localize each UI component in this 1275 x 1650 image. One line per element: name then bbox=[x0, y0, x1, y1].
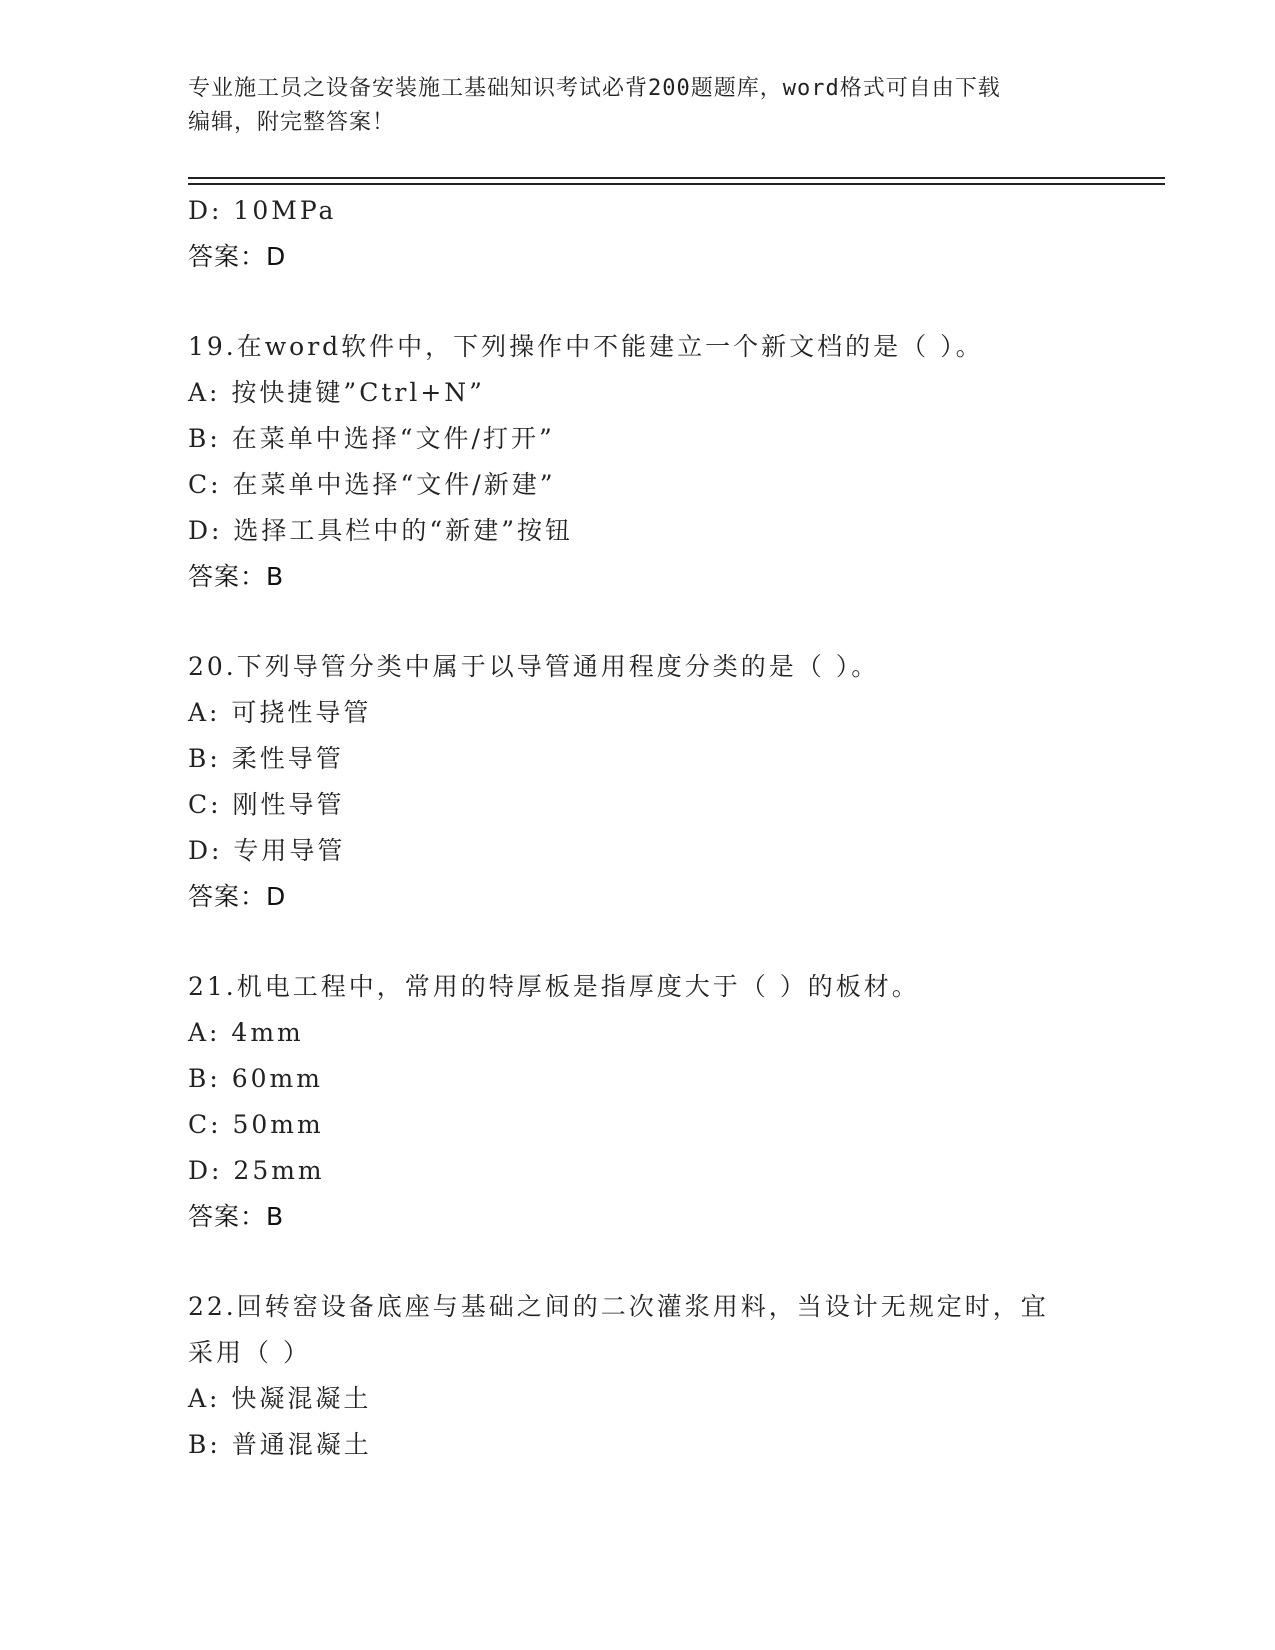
question-text-line-1: 22.回转窑设备底座与基础之间的二次灌浆用料，当设计无规定时，宜 bbox=[188, 1292, 1049, 1321]
document-header bbox=[188, 72, 1068, 140]
question-19 bbox=[188, 324, 1088, 600]
header-title-line-2: 编辑，附完整答案！ bbox=[188, 110, 396, 135]
header-rule-top bbox=[188, 177, 1165, 179]
answer-text: 答案：B bbox=[188, 1202, 285, 1231]
question-22 bbox=[188, 1284, 1088, 1468]
option-b: B: 在菜单中选择“文件/打开” bbox=[188, 424, 555, 453]
spacer bbox=[188, 1240, 1088, 1284]
header-title-line-1: 专业施工员之设备安装施工基础知识考试必背200题题库，word格式可自由下载 bbox=[188, 76, 1001, 101]
option-c: C: 在菜单中选择“文件/新建” bbox=[188, 470, 556, 499]
option-a: A: 4mm bbox=[188, 1018, 304, 1047]
option-c: C: 50mm bbox=[188, 1110, 324, 1139]
question-list bbox=[188, 188, 1088, 1468]
option-d: D: 选择工具栏中的“新建”按钮 bbox=[188, 516, 573, 545]
option-d: D: 10MPa bbox=[188, 196, 337, 225]
question-21 bbox=[188, 964, 1088, 1240]
previous-question-tail bbox=[188, 188, 1088, 280]
question-20 bbox=[188, 644, 1088, 920]
spacer bbox=[188, 280, 1088, 324]
option-b: B: 普通混凝土 bbox=[188, 1430, 372, 1459]
option-a: A: 快凝混凝土 bbox=[188, 1384, 372, 1413]
option-c: C: 刚性导管 bbox=[188, 790, 345, 819]
option-a: A: 按快捷键”Ctrl+N” bbox=[188, 378, 485, 407]
option-b: B: 60mm bbox=[188, 1064, 323, 1093]
option-b: B: 柔性导管 bbox=[188, 744, 344, 773]
question-text: 20.下列导管分类中属于以导管通用程度分类的是（ ）。 bbox=[188, 652, 880, 681]
question-text-line-2: 采用（ ） bbox=[188, 1338, 311, 1367]
header-rule-bottom bbox=[188, 183, 1165, 185]
question-text: 19.在word软件中，下列操作中不能建立一个新文档的是（ ）。 bbox=[188, 332, 984, 361]
answer-text: 答案：D bbox=[188, 882, 287, 911]
option-d: D: 25mm bbox=[188, 1156, 325, 1185]
spacer bbox=[188, 920, 1088, 964]
answer-text: 答案：B bbox=[188, 562, 285, 591]
option-d: D: 专用导管 bbox=[188, 836, 346, 865]
question-text: 21.机电工程中，常用的特厚板是指厚度大于（ ）的板材。 bbox=[188, 972, 920, 1001]
option-a: A: 可挠性导管 bbox=[188, 698, 372, 727]
answer-text: 答案：D bbox=[188, 242, 287, 271]
spacer bbox=[188, 600, 1088, 644]
